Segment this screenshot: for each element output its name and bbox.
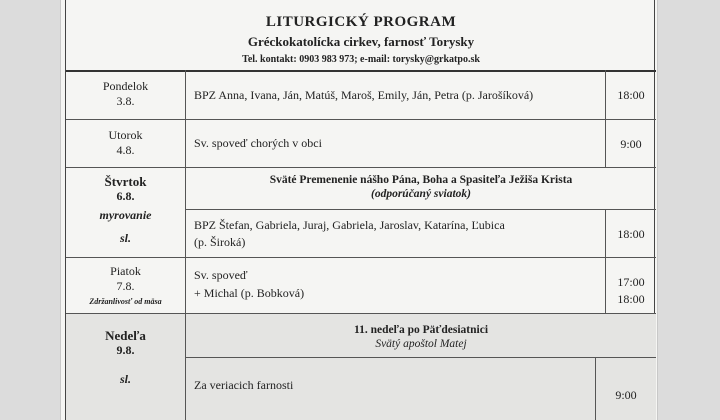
- day-note: Zdržanlivosť od mäsa: [89, 297, 162, 306]
- row-sunday: [66, 314, 656, 420]
- event-time: 9:00: [620, 137, 642, 151]
- event-cell: [186, 258, 606, 313]
- event-cell: [186, 70, 606, 119]
- event-text: BPZ Anna, Ivana, Ján, Matúš, Maroš, Emily, Ján, Petra (p. Jarošíková): [194, 88, 534, 102]
- event-cell: [186, 120, 606, 167]
- feast-subtitle: Svätý apoštol Matej: [375, 338, 467, 350]
- day-date: 9.8.: [116, 343, 135, 357]
- day-date: 3.8.: [116, 94, 135, 108]
- contact-info: Tel. kontakt: 0903 983 973; e-mail: torysky@grkatpo.sk: [242, 54, 480, 65]
- time-cell: [606, 70, 656, 119]
- time-cell: [596, 358, 656, 420]
- day-name: Utorok: [108, 128, 143, 142]
- feast-block: [186, 314, 656, 420]
- day-cell: [66, 168, 186, 257]
- feast-subtitle: (odporúčaný sviatok): [371, 188, 471, 200]
- day-cell: [66, 70, 186, 119]
- event-text-2: (p. Široká): [194, 235, 246, 249]
- page-title: LITURGICKÝ PROGRAM: [265, 14, 457, 30]
- day-date: 6.8.: [116, 189, 135, 203]
- feast-title: 11. nedeľa po Päťdesiatnici: [353, 324, 489, 336]
- day-name: Nedeľa: [105, 328, 146, 343]
- event-text: BPZ Štefan, Gabriela, Juraj, Gabriela, Jaroslav, Katarína, Ľubica: [194, 218, 505, 232]
- event-text: Sv. spoveď chorých v obci: [194, 136, 322, 150]
- feast-title: Sväté Premenenie nášho Pána, Boha a Spasiteľa Ježiša Krista: [269, 174, 573, 186]
- day-cell: [66, 258, 186, 313]
- day-name: Štvrtok: [104, 174, 147, 189]
- row-monday: [66, 70, 656, 120]
- event-cell: [186, 210, 606, 258]
- day-cell: [66, 314, 186, 420]
- row-friday: [66, 258, 656, 314]
- day-note: sl.: [119, 372, 131, 386]
- program-table: [65, 0, 655, 420]
- event-time-2: 18:00: [617, 292, 645, 306]
- page-subtitle: Gréckokatolícka cirkev, farnosť Torysky: [247, 34, 475, 49]
- day-note: myrovanie: [99, 208, 152, 222]
- row-thursday: [66, 168, 656, 258]
- day-name: Pondelok: [102, 79, 149, 93]
- event-text: Sv. spoveď: [194, 268, 248, 282]
- day-note-2: sl.: [119, 231, 131, 245]
- feast-block: [186, 168, 656, 258]
- day-date: 7.8.: [116, 279, 135, 293]
- event-cell: [186, 358, 596, 420]
- event-time: 17:00: [617, 275, 645, 289]
- event-time: 18:00: [617, 227, 645, 241]
- event-time: 18:00: [617, 88, 645, 102]
- time-cell: [606, 258, 656, 313]
- event-time: 9:00: [615, 388, 637, 402]
- event-text: Za veriacich farnosti: [194, 378, 294, 392]
- header: [66, 0, 656, 72]
- time-cell: [606, 210, 656, 258]
- day-name: Piatok: [110, 264, 141, 278]
- time-cell: [606, 120, 656, 167]
- paper-sheet: [60, 0, 658, 420]
- event-text-2: + Michal (p. Bobková): [194, 286, 305, 300]
- day-cell: [66, 120, 186, 167]
- row-tuesday: [66, 120, 656, 168]
- feast-cell: [186, 168, 656, 210]
- feast-cell: [186, 314, 656, 358]
- day-date: 4.8.: [116, 143, 135, 157]
